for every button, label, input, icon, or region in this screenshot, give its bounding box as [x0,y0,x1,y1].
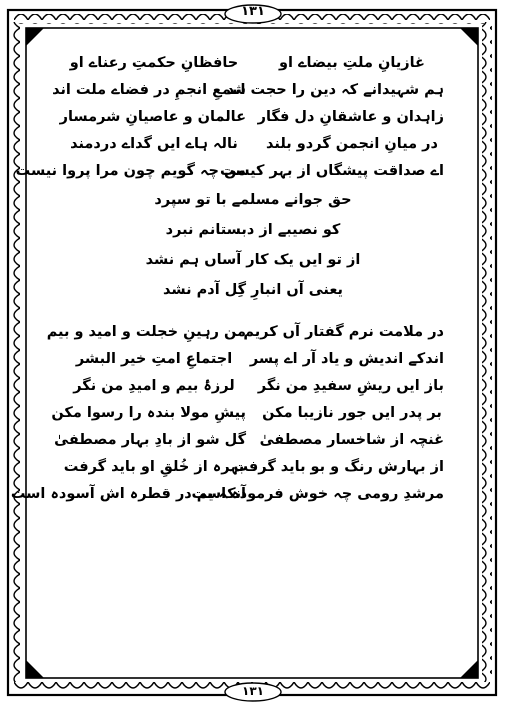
hemistich-left: آنکہ یم در قطرہ اش آسودہ است [10,486,246,502]
couplet [15,158,444,185]
hemistich-left: عالمان و عاصیانِ شرمسار [59,109,246,125]
centered-verse: از تو ایں یک کار آساں ہم نشد [145,252,361,268]
centered-verses [62,185,444,305]
hemistich-right: از بہارش رنگ و بو باید گرفت [233,459,444,475]
hemistich-right: بر پدر ایں جور نازیبا مکن [262,405,442,421]
hemistich-right: اے صداقت پیشگاں از بہر کیست [219,163,444,179]
hemistich-left: گل شو از بادِ بہار مصطفیٰ [54,432,246,448]
hemistich-right: در میانِ انجمن گردو بلند [266,136,438,152]
hemistich-left: حافظانِ حکمتِ رعناے او [69,55,239,71]
centered-verse: حق جوانے مسلمے با تو سپرد [154,192,352,208]
couplet [52,77,444,104]
hemistich-right: غنچہ از شاخسار مصطفیٰ [259,432,444,448]
couplet [46,319,444,346]
couplet [51,400,444,427]
hemistich-left: نالہ ہاے ایں گداے دردمند [70,136,238,152]
couplet [62,346,444,373]
hemistich-left: بہرہ از خُلقِ او باید گرفت [63,459,245,475]
hemistich-right: در ملامت نرم گفتار آں کریم [243,324,444,340]
couplet [62,373,444,400]
couplet [59,104,444,131]
hemistich-right: غازیانِ ملتِ بیضاے او [279,55,425,71]
hemistich-left: شمعِ انجمِ در فضاے ملت اند [52,82,246,98]
couplet [10,481,444,508]
hemistich-right: ہم شہیدانے کہ دین را حجت اند [226,82,444,98]
stanza-2 [10,319,444,508]
centered-verse: یعنی آں انبارِ گِل آدم نشد [163,282,343,298]
hemistich-left: من رہینِ خجلت و امید و بیم [46,324,246,340]
poem-text [10,50,444,508]
hemistich-left: لرزۂ بیم و امیدِ من نگر [73,378,235,394]
hemistich-left: پیشِ مولا بندہ را رسوا مکن [51,405,246,421]
stanza-1 [15,50,444,185]
hemistich-right: باز ایں ریشِ سفیدِ من نگر [257,378,444,394]
hemistich-right: زاہدان و عاشقانِ دل فگار [257,109,444,125]
hemistich-right: اندکے اندیش و یاد آر اے پسر [249,351,444,367]
couplet [62,131,444,158]
stanza-gap [62,305,444,319]
couplet [54,427,444,454]
hemistich-left: اجتماعِ امتِ خیر البشر [75,351,233,367]
footer-page-number: ۱۳۱ [242,684,264,698]
page-number: ۱۳۱ [241,4,265,19]
hemistich-right: مرشدِ رومی چہ خوش فرمودہ است [191,486,444,502]
hemistich-left: من چہ گویم چون مرا پروا نیست [15,163,246,179]
centered-verse: کو نصیبے از دبستانم نبرد [165,222,341,238]
couplet [62,50,444,77]
couplet [62,454,444,481]
